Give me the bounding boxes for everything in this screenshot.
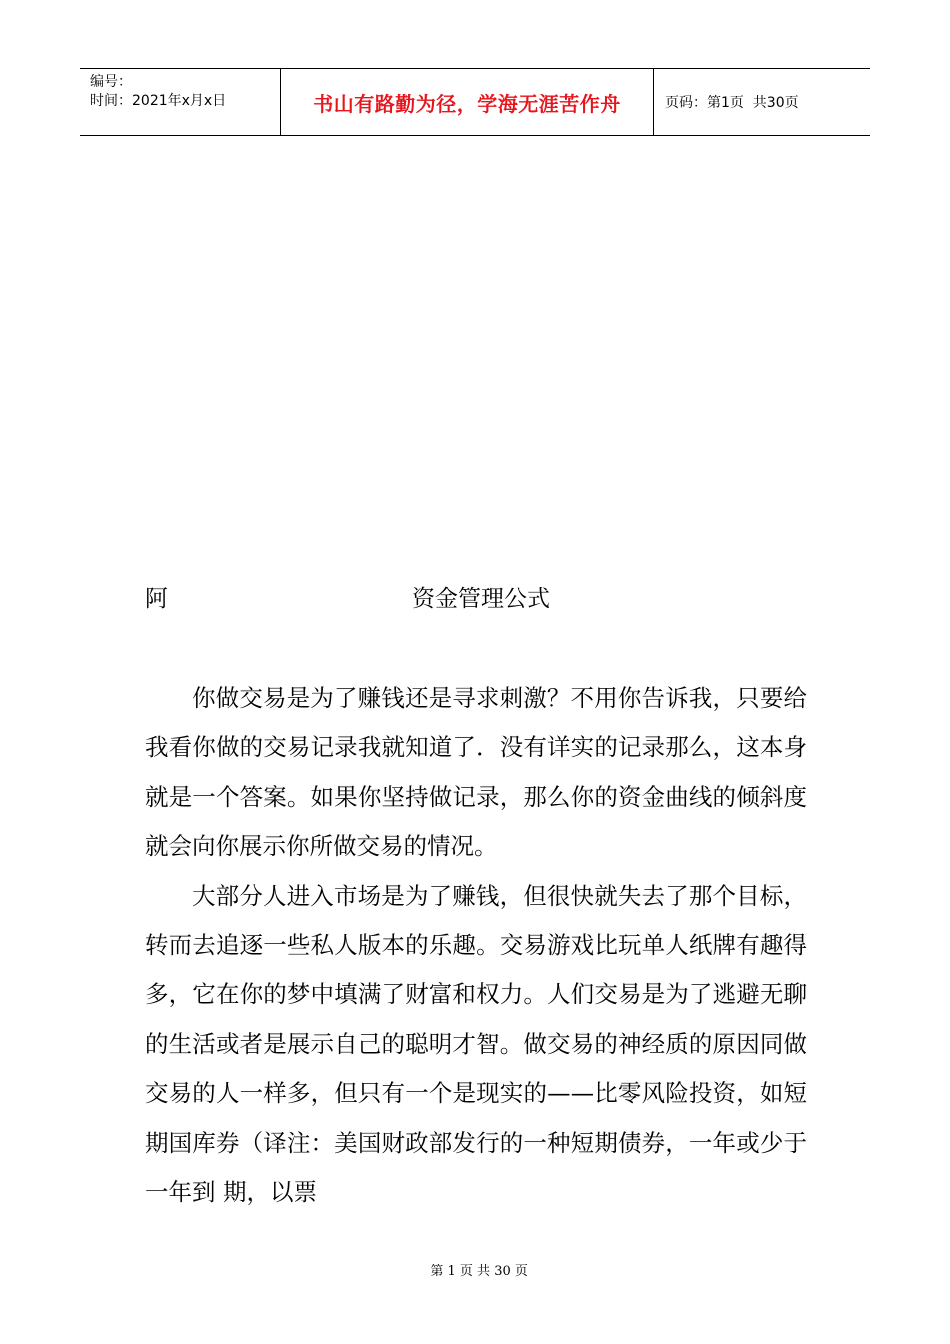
header-page-info: 页码：第1页 共30页 — [665, 95, 799, 111]
time-label: 时间：2021年x月x日 — [90, 93, 227, 109]
header-motto-cell — [281, 69, 654, 135]
document-body — [145, 674, 807, 1217]
header-meta-cell — [80, 69, 281, 135]
header-motto: 书山有路勤为径，学海无涯苦作舟 — [313, 91, 621, 116]
header-page-cell — [654, 69, 870, 135]
header-table — [80, 68, 870, 136]
document-title-row — [145, 580, 805, 614]
page-footer — [0, 1245, 950, 1279]
paragraph-1: 你做交易是为了赚钱还是寻求刺激？不用你告诉我，只要给我看你做的交易记录我就知道了．没有详实的记录那么，这本身就是一个答案。如果你坚持做记录，那么你的资金曲线的倾斜度就会向你展示你所做交易的情况。 — [145, 684, 807, 861]
footer-page-number: 第 1 页 共 30 页 — [430, 1264, 528, 1279]
paragraph-2: 大部分人进入市场是为了赚钱，但很快就失去了那个目标，转而去追逐一些私人版本的乐趣。交易游戏比玩单人纸牌有趣得多，它在你的梦中填满了财富和权力。人们交易是为了逃避无聊的生活或者是展示自己的聪明才智。做交易的神经质的原因同做交易的人一样多，但只有一个是现实的——比零风险投资，如短期国库券（译注：美国财政部发行的一种短期债券，一年或少于一年到 期，以票 — [145, 881, 807, 1207]
serial-label: 编号： — [90, 74, 132, 90]
title-prefix: 阿 — [145, 586, 168, 612]
document-title: 资金管理公式 — [412, 586, 550, 612]
